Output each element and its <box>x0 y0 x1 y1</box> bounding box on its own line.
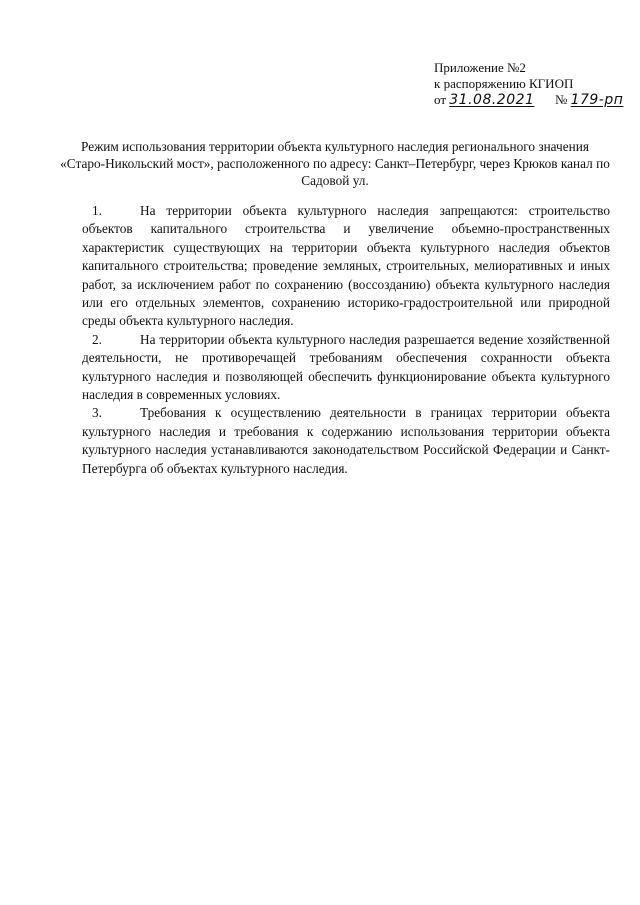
number-prefix: № <box>554 92 568 107</box>
title-line-2: «Старо-Никольский мост», расположенного по адресу: Санкт–Петербург, через Крюков канал по <box>60 156 610 171</box>
paragraph-3 <box>82 404 610 478</box>
paragraph-text: На территории объекта культурного наследия разрешается ведение хозяйственной деятельности, не противоречащей требованиям обеспечения сохранности объекта культурного наследия и позволяющей обеспечить функционирование объекта культурного наследия в современных условиях. <box>82 331 610 403</box>
paragraph-text: Требования к осуществлению деятельности в границах территории объекта культурного наследия и требования к содержанию использования территории объекта культурного наследия устанавливаются законодательством Российской Федерации и Санкт-Петербурга об объектах культурного наследия. <box>82 405 610 476</box>
appendix-label: Приложение №2 <box>434 60 526 75</box>
document-body <box>82 202 610 478</box>
paragraph-2 <box>82 331 610 405</box>
appendix-to: к распоряжению КГИОП <box>434 76 574 91</box>
paragraph-number: 1. <box>92 203 102 218</box>
paragraph-number: 2. <box>92 331 102 347</box>
date-prefix: от <box>434 92 447 107</box>
appendix-header <box>434 60 634 108</box>
paragraph-1 <box>82 202 610 331</box>
paragraph-text: На территории объекта культурного наследия запрещаются: строительство объектов капитального строительства и увеличение объемно-пространственных характеристик существующих на территории объекта культурного наследия объектов капитального строительства; проведение земляных, строительных, мелиоративных и иных работ, за исключением работ по сохранению (воссозданию) объекта культурного наследия или его отдельных элементов, сохранению историко-градостроительной или природной среды объекта культурного наследия. <box>82 203 610 329</box>
paragraph-number: 3. <box>92 405 102 421</box>
handwritten-date: 31.08.2021 <box>449 92 535 108</box>
title-line-1: Режим использования территории объекта культурного наследия регионального значения <box>81 139 589 154</box>
document-title <box>60 138 610 189</box>
appendix-date-line <box>434 92 634 108</box>
handwritten-number: 179-рп <box>570 92 624 108</box>
title-line-3: Садовой ул. <box>301 173 369 188</box>
